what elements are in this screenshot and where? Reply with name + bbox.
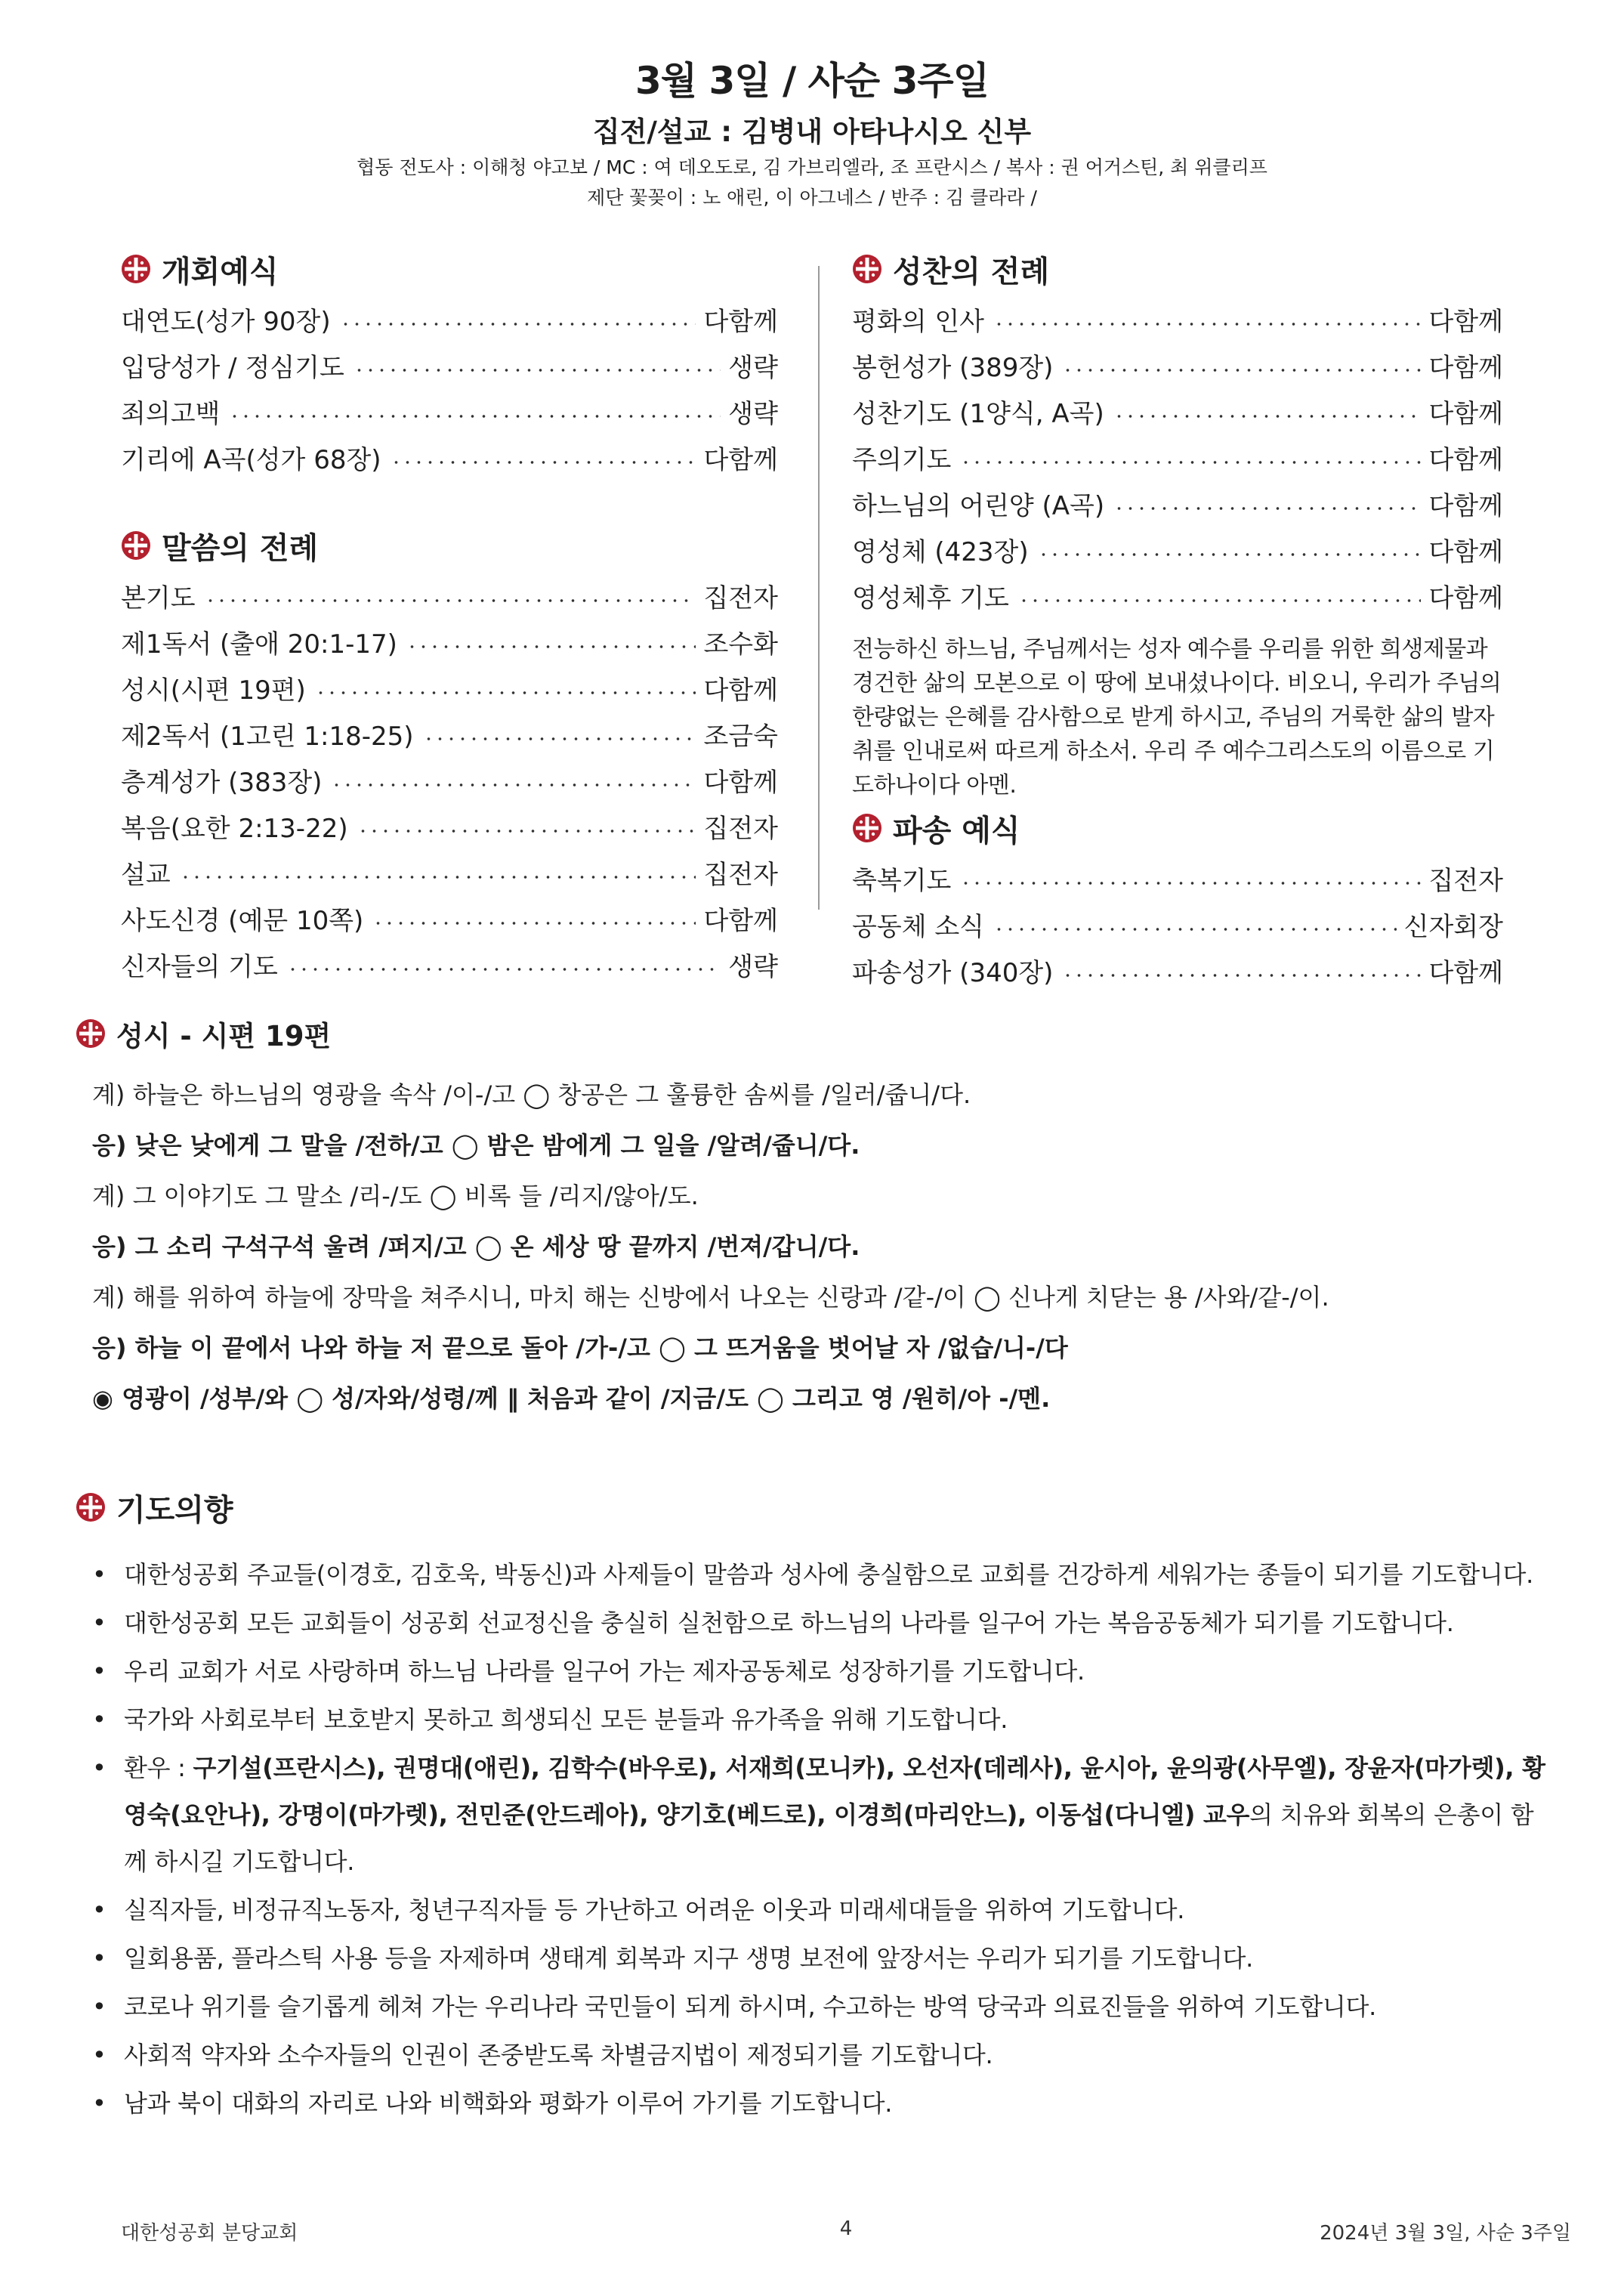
order-item bbox=[121, 799, 778, 845]
intention-item: • 남과 북이 대화의 자리로 나와 비핵화와 평화가 이루어 가기를 기도합니다. bbox=[76, 2080, 1571, 2127]
order-item-role: 집전자 bbox=[703, 583, 778, 613]
order-item bbox=[121, 614, 778, 660]
order-item-role: 집전자 bbox=[703, 814, 778, 844]
intention-item: • 우리 교회가 서로 사랑하며 하느님 나라를 일구어 가는 제자공동체로 성장하기를 기도합니다. bbox=[76, 1648, 1571, 1695]
order-list-opening bbox=[121, 292, 778, 476]
bullet-icon: • bbox=[92, 1608, 107, 1637]
order-item-label: 주의기도 bbox=[852, 445, 952, 475]
section-heading-word bbox=[121, 523, 778, 568]
cross-icon bbox=[76, 1492, 106, 1522]
order-item bbox=[852, 943, 1503, 989]
celebrant-line: 집전/설교 : 김병내 아타나시오 신부 bbox=[592, 116, 1032, 148]
order-item bbox=[121, 660, 778, 706]
order-item-label: 영성체 (423장) bbox=[852, 537, 1029, 567]
order-item bbox=[852, 384, 1503, 430]
order-item-label: 사도신경 (예문 10쪽) bbox=[121, 906, 364, 936]
sick-suffix: 의 치유와 회복의 은총이 함께 하시길 기도합니다. bbox=[124, 1800, 1534, 1876]
psalm-heading bbox=[76, 1012, 1571, 1055]
psalm-doxology: ◉ 영광이 /성부/와 ◯ 성/자와/성령/께 ‖ 처음과 같이 /지금/도 ◯ 그리고 영 /원히/아 -/멘. bbox=[92, 1384, 1051, 1413]
order-item-label: 복음(요한 2:13-22) bbox=[121, 814, 348, 844]
order-item-role: 다함께 bbox=[1428, 537, 1503, 567]
order-item-role: 다함께 bbox=[703, 768, 778, 798]
order-item bbox=[121, 937, 778, 983]
bullet-icon: • bbox=[92, 1896, 107, 1924]
dot-leader bbox=[960, 882, 1421, 885]
order-item-role: 다함께 bbox=[1428, 399, 1503, 429]
psalm-section bbox=[76, 1012, 1571, 1424]
psalm-verse: 응) 낮은 낮에게 그 말을 /전하/고 ◯ 밤은 밤에게 그 일을 /알려/줍니/다. bbox=[92, 1131, 860, 1160]
intention-item: • 코로나 위기를 슬기롭게 헤쳐 가는 우리나라 국민들이 되게 하시며, 수고하는 방역 당국과 의료진들을 위하여 기도합니다. bbox=[76, 1983, 1571, 2030]
intentions-list bbox=[76, 1551, 1571, 2127]
order-item-role: 생략 bbox=[728, 353, 778, 383]
order-item-role: 조수화 bbox=[703, 629, 778, 660]
psalm-title: 성시 - 시편 19편 bbox=[116, 1020, 332, 1052]
order-item-label: 공동체 소식 bbox=[852, 912, 985, 942]
order-list-dismissal bbox=[852, 851, 1503, 989]
order-item-role: 다함께 bbox=[1428, 353, 1503, 383]
psalm-verses bbox=[76, 1070, 1571, 1424]
column-divider bbox=[818, 266, 820, 910]
dot-leader bbox=[315, 691, 696, 694]
dot-leader bbox=[993, 323, 1421, 326]
dot-leader bbox=[354, 369, 721, 372]
order-item bbox=[121, 292, 778, 338]
section-title: 개회예식 bbox=[162, 254, 279, 289]
intentions-title: 기도의향 bbox=[116, 1492, 233, 1528]
order-item bbox=[121, 430, 778, 476]
order-item-label: 평화의 인사 bbox=[852, 307, 985, 337]
order-item bbox=[852, 851, 1503, 897]
order-item-label: 설교 bbox=[121, 860, 171, 890]
dot-leader bbox=[993, 928, 1397, 931]
order-item-label: 본기도 bbox=[121, 583, 196, 613]
dot-leader bbox=[180, 876, 696, 879]
order-item-role: 생략 bbox=[728, 399, 778, 429]
prayer-intentions-section bbox=[76, 1485, 1571, 2128]
order-item-label: 제2독서 (1고린 1:18-25) bbox=[121, 722, 414, 752]
section-title: 성찬의 전례 bbox=[893, 254, 1050, 289]
order-item bbox=[121, 384, 778, 430]
order-item-label: 하느님의 어린양 (A곡) bbox=[852, 491, 1105, 521]
dot-leader bbox=[1038, 553, 1422, 556]
order-item-label: 성시(시편 19편) bbox=[121, 675, 306, 706]
dot-leader bbox=[287, 968, 721, 971]
order-item-role: 다함께 bbox=[1428, 958, 1503, 988]
order-item-role: 생략 bbox=[728, 952, 778, 982]
order-item-label: 죄의고백 bbox=[121, 399, 221, 429]
dot-leader bbox=[372, 922, 696, 925]
intention-item: • 사회적 약자와 소수자들의 인권이 존중받도록 차별금지법이 제정되기를 기도합니다. bbox=[76, 2032, 1571, 2078]
dot-leader bbox=[331, 783, 696, 786]
order-item-role: 다함께 bbox=[1428, 307, 1503, 337]
dot-leader bbox=[1113, 415, 1422, 418]
order-item-label: 층계성가 (383장) bbox=[121, 768, 323, 798]
bullet-icon: • bbox=[92, 1754, 107, 1782]
intention-item: • 대한성공회 모든 교회들이 성공회 선교정신을 충실히 실천함으로 하느님의 나라를 일구어 가는 복음공동체가 되기를 기도합니다. bbox=[76, 1599, 1571, 1646]
section-heading-dismissal bbox=[852, 805, 1503, 851]
order-item-role: 다함께 bbox=[1428, 583, 1503, 613]
order-item bbox=[852, 292, 1503, 338]
intention-item: • 일회용품, 플라스틱 사용 등을 자제하며 생태계 회복과 지구 생명 보전에 앞장서는 우리가 되기를 기도합니다. bbox=[76, 1935, 1571, 1982]
dot-leader bbox=[960, 461, 1421, 464]
bulletin-header bbox=[0, 54, 1624, 213]
dot-leader bbox=[1018, 599, 1422, 602]
section-heading-eucharist bbox=[852, 246, 1503, 292]
dot-leader bbox=[391, 461, 696, 464]
cross-icon bbox=[121, 530, 151, 561]
section-title: 파송 예식 bbox=[893, 813, 1020, 848]
bullet-icon: • bbox=[92, 1657, 107, 1686]
intention-item: • 국가와 사회로부터 보호받지 못하고 희생되신 모든 분들과 유가족을 위해 기도합니다. bbox=[76, 1696, 1571, 1743]
footer-date: 2024년 3월 3일, 사순 3주일 bbox=[1320, 2222, 1571, 2245]
order-item bbox=[121, 891, 778, 937]
psalm-verse: 계) 하늘은 하느님의 영광을 속삭 /이-/고 ◯ 창공은 그 훌륭한 솜씨를 /일러/줍니/다. bbox=[92, 1080, 971, 1109]
bullet-icon: • bbox=[92, 1705, 107, 1734]
order-item-role: 조금숙 bbox=[703, 722, 778, 752]
post-communion-prayer: 전능하신 하느님, 주님께서는 성자 예수를 우리를 위한 희생제물과 경건한 삶의 모본으로 이 땅에 보내셨나이다. 비오니, 우리가 주님의 한량없는 은혜를 감사함으로 받게 하시고, 주님의 거룩한 삶의 발자취를 인내로써 따르게 하소서. 우리 주 예수그리스도의 이름으로 기도하나이다 아멘. bbox=[852, 636, 1502, 799]
cross-icon bbox=[852, 254, 882, 284]
order-item bbox=[852, 476, 1503, 522]
bullet-icon: • bbox=[92, 1560, 107, 1589]
dot-leader bbox=[406, 645, 696, 648]
sick-names: 구기설(프란시스), 권명대(애린), 김학수(바우로), 서재희(모니카), 오선자(데레사), 윤시아, 윤의광(사무엘), 장윤자(마가렛), 황영숙(요안나), 강명이(마가렛), 전민준(안드레아), 양기호(베드로), 이경희(마리안느), 이동섭(다니엘) 교우 bbox=[124, 1754, 1545, 1829]
order-list-word bbox=[121, 568, 778, 983]
order-item bbox=[852, 522, 1503, 568]
dot-leader bbox=[1062, 369, 1421, 372]
bullet-icon: • bbox=[92, 1992, 107, 2021]
dot-leader bbox=[423, 737, 696, 740]
page-number: 4 bbox=[839, 2217, 853, 2240]
order-item-role: 다함께 bbox=[703, 906, 778, 936]
order-item-label: 축복기도 bbox=[852, 866, 952, 896]
liturgy-left-column bbox=[121, 246, 778, 983]
bullet-icon: • bbox=[92, 2089, 107, 2118]
order-item bbox=[852, 430, 1503, 476]
order-item bbox=[121, 338, 778, 384]
order-item bbox=[121, 845, 778, 891]
order-item-label: 성찬기도 (1양식, A곡) bbox=[852, 399, 1104, 429]
order-item-label: 기리에 A곡(성가 68장) bbox=[121, 445, 381, 475]
intentions-heading bbox=[76, 1485, 1571, 1530]
liturgy-right-column bbox=[852, 246, 1503, 989]
order-item-label: 파송성가 (340장) bbox=[852, 958, 1054, 988]
order-item-role: 집전자 bbox=[1428, 866, 1503, 896]
psalm-verse: 계) 해를 위하여 하늘에 장막을 쳐주시니, 마치 해는 신방에서 나오는 신랑과 /같-/이 ◯ 신나게 치닫는 용 /사와/같-/이. bbox=[92, 1283, 1329, 1312]
cross-icon bbox=[852, 813, 882, 843]
psalm-verse: 계) 그 이야기도 그 말소 /리-/도 ◯ 비록 들 /리지/않아/도. bbox=[92, 1182, 699, 1210]
order-item bbox=[121, 706, 778, 752]
dot-leader bbox=[357, 830, 696, 833]
order-item-role: 다함께 bbox=[1428, 445, 1503, 475]
page-footer bbox=[121, 2217, 1571, 2245]
order-item-label: 봉헌성가 (389장) bbox=[852, 353, 1054, 383]
footer-church-name: 대한성공회 분당교회 bbox=[121, 2222, 298, 2245]
bullet-icon: • bbox=[92, 1944, 107, 1973]
order-item bbox=[852, 897, 1503, 943]
order-item bbox=[852, 568, 1503, 614]
order-item-label: 입당성가 / 정심기도 bbox=[121, 353, 344, 383]
order-item-role: 다함께 bbox=[1428, 491, 1503, 521]
dot-leader bbox=[340, 323, 696, 326]
altar-flowers-line: 제단 꽃꽂이 : 노 애린, 이 아그네스 / 반주 : 김 클라라 / bbox=[587, 187, 1037, 209]
cross-icon bbox=[76, 1018, 106, 1049]
psalm-verse: 응) 그 소리 구석구석 울려 /퍼지/고 ◯ 온 세상 땅 끝까지 /번져/갑니/다. bbox=[92, 1232, 860, 1261]
page-title: 3월 3일 / 사순 3주일 bbox=[634, 59, 990, 103]
psalm-verse: 응) 하늘 이 끝에서 나와 하늘 저 끝으로 돌아 /가-/고 ◯ 그 뜨거움을 벗어날 자 /없습/니-/다 bbox=[92, 1333, 1068, 1362]
dot-leader bbox=[205, 599, 696, 602]
order-item-role: 다함께 bbox=[703, 675, 778, 706]
order-item-label: 제1독서 (출애 20:1-17) bbox=[121, 629, 397, 660]
order-item-role: 집전자 bbox=[703, 860, 778, 890]
order-item-label: 대연도(성가 90장) bbox=[121, 307, 331, 337]
order-item-label: 영성체후 기도 bbox=[852, 583, 1009, 613]
section-heading-opening bbox=[121, 246, 778, 292]
intention-item: • 실직자들, 비정규직노동자, 청년구직자들 등 가난하고 어려운 이웃과 미래세대들을 위하여 기도합니다. bbox=[76, 1887, 1571, 1933]
sick-prefix: 환우 : bbox=[124, 1754, 193, 1782]
intention-item: • 대한성공회 주교들(이경호, 김호욱, 박동신)과 사제들이 말씀과 성사에 충실함으로 교회를 건강하게 세워가는 종들이 되기를 기도합니다. bbox=[76, 1551, 1571, 1598]
order-item-label: 신자들의 기도 bbox=[121, 952, 278, 982]
order-item bbox=[852, 338, 1503, 384]
order-item-role: 다함께 bbox=[703, 445, 778, 475]
intention-item-sick bbox=[76, 1744, 1571, 1885]
order-list-eucharist bbox=[852, 292, 1503, 614]
order-item-role: 신자회장 bbox=[1403, 912, 1503, 942]
order-item bbox=[121, 752, 778, 799]
dot-leader bbox=[229, 415, 721, 418]
order-item-role: 다함께 bbox=[703, 307, 778, 337]
dot-leader bbox=[1062, 974, 1421, 977]
order-item bbox=[121, 568, 778, 614]
section-title: 말씀의 전례 bbox=[162, 530, 319, 566]
cross-icon bbox=[121, 254, 151, 284]
bullet-icon: • bbox=[92, 2041, 107, 2069]
ministers-line: 협동 전도사 : 이해청 야고보 / MC : 여 데오도로, 김 가브리엘라, 조 프란시스 / 복사 : 권 어거스틴, 최 위클리프 bbox=[357, 156, 1267, 178]
dot-leader bbox=[1113, 507, 1421, 510]
